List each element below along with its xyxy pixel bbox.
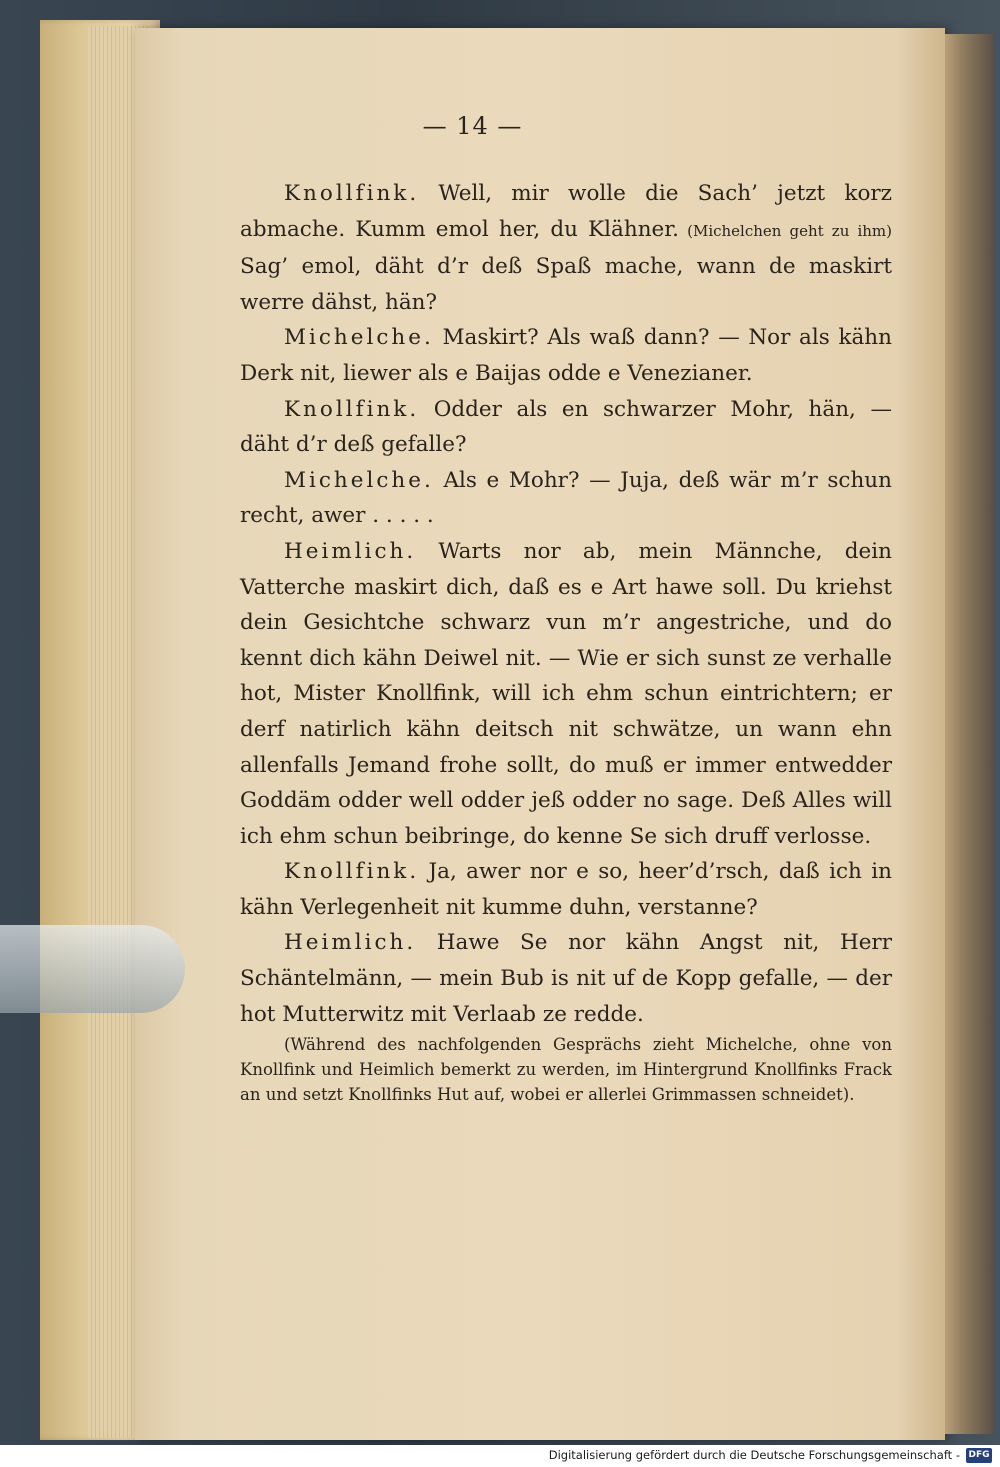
dialogue-text: Als e Mohr? — Juja, deß wär m’r schun recht, awer . . . . .: [240, 467, 892, 529]
dialogue-paragraph: [240, 392, 892, 463]
page-number: — 14 —: [422, 112, 523, 140]
book-clip: [0, 925, 185, 1013]
dialogue-paragraph: [240, 463, 892, 534]
dialogue-text: Well, mir wolle die Sach’ jetzt korz abmache. Kumm emol her, du Klähner.: [240, 181, 892, 242]
dialogue-paragraph: [240, 854, 892, 925]
speaker-name: Knollfink.: [284, 181, 420, 206]
dfg-logo-icon: DFG: [966, 1448, 992, 1463]
page-text: [240, 176, 892, 1107]
stage-direction: (Während des nachfolgenden Gesprächs zieht Michelche, ohne von Knollfink und Heimlich bemerkt zu werden, im Hintergrund Knollfinks Frack an und setzt Knollfinks Hut auf, wobei er allerlei Grimmassen schneidet).: [240, 1035, 892, 1105]
speaker-name: Michelche.: [284, 467, 434, 493]
dialogue-text: Hawe Se nor kähn Angst nit, Herr Schäntelmänn, — mein Bub is nit uf de Kopp gefalle, — der hot Mutterwitz mit Verlaab ze redde.: [240, 930, 892, 1027]
speaker-name: Knollfink.: [284, 859, 420, 885]
footer-credit: Digitalisierung gefördert durch die Deutsche Forschungsgemeinschaft -: [548, 1448, 960, 1462]
dialogue-text: Sag’ emol, däht d’r deß Spaß mache, wann de maskirt werre dähst, hän?: [240, 254, 892, 315]
dialogue-paragraph: [240, 176, 892, 320]
dialogue-paragraph: [240, 320, 892, 391]
speaker-name: Heimlich.: [284, 930, 417, 956]
speaker-name: Michelche.: [284, 325, 434, 351]
gutter-shadow: [945, 34, 993, 1434]
dialogue-paragraph: [240, 925, 892, 1032]
dialogue-text: Warts nor ab, mein Männche, dein Vatterche maskirt dich, daß es e Art hawe soll. Du kriehst dein Gesichtche schwarz vun m’r angestriche, und do kennt dich kähn Deiwel nit. — Wie er sich sunst ze verhalle hot, Mister Knollfink, will ich ehm schun eintrichtern; er derf natirlich kähn deitsch nit schwätze, un wann ehn allenfalls Jemand frohe sollt, do muß er immer entwedder Goddäm odder well odder jeß odder no sage. Deß Alles will ich ehm schun beibringe, do kenne Se sich druff verlosse.: [240, 538, 892, 849]
dialogue-paragraph: [240, 534, 892, 854]
dialogue-text: Maskirt? Als waß dann? — Nor als kähn Derk nit, liewer als e Baijas odde e Venezianer.: [240, 325, 892, 386]
dialogue-text: Ja, awer nor e so, heer’d’rsch, daß ich in kähn Verlegenheit nit kumme duhn, verstanne?: [240, 859, 892, 920]
dialogue-text: Odder als en schwarzer Mohr, hän, — däht d’r deß gefalle?: [240, 396, 892, 458]
speaker-name: Heimlich.: [284, 538, 417, 564]
speaker-name: Knollfink.: [284, 396, 420, 422]
stage-note: (Michelchen geht zu ihm): [679, 221, 892, 240]
footer-bar: [0, 1445, 1000, 1467]
